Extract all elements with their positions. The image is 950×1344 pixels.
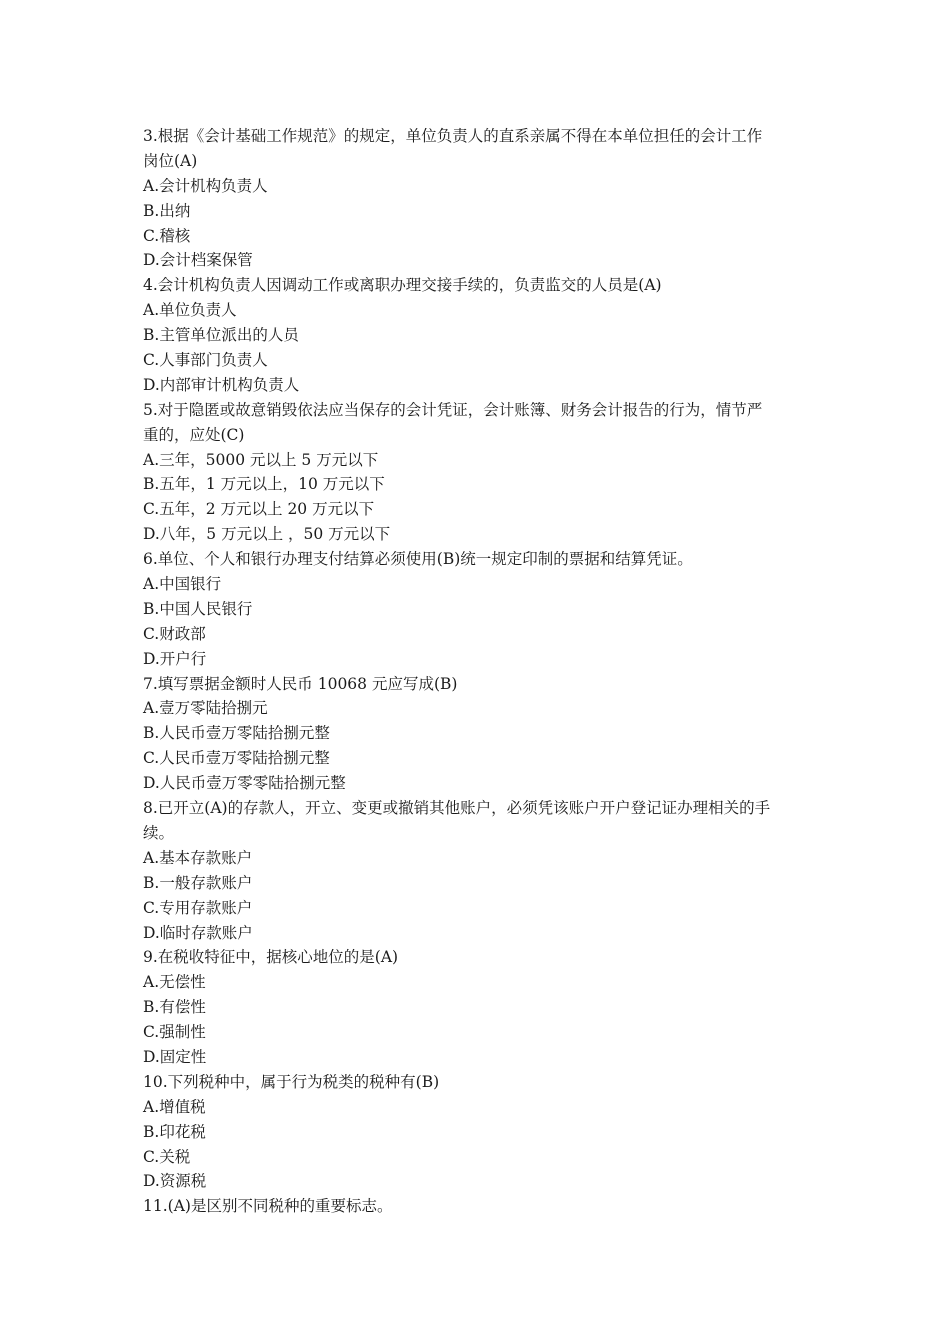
question-5-stem-line-2: 重的，应处(C)	[143, 425, 245, 444]
question-10-stem: 10.下列税种中，属于行为税类的税种有(B)	[143, 1072, 440, 1091]
question-6-option-d: D.开户行	[143, 649, 207, 668]
question-8-stem-line-2: 续。	[143, 823, 175, 842]
question-7-option-d: D.人民币壹万零零陆拾捌元整	[143, 774, 346, 793]
question-3-option-a: A.会计机构负责人	[143, 176, 268, 195]
question-9-option-a: A.无偿性	[143, 973, 206, 992]
question-3-stem-line-1: 3.根据《会计基础工作规范》的规定，单位负责人的直系亲属不得在本单位担任的会计工作	[143, 127, 763, 145]
question-6-option-c: C.财政部	[143, 624, 206, 643]
question-9-stem: 9.在税收特征中，据核心地位的是(A)	[143, 948, 399, 967]
question-7-option-b: B.人民币壹万零陆拾捌元整	[143, 724, 330, 743]
question-3-option-d: D.会计档案保管	[143, 251, 253, 270]
question-10-option-a: A.增值税	[143, 1097, 206, 1116]
question-11-stem: 11.(A)是区别不同税种的重要标志。	[143, 1197, 393, 1216]
question-10-option-d: D.资源税	[143, 1172, 207, 1191]
question-9-option-d: D.固定性	[143, 1047, 207, 1066]
question-4-stem: 4.会计机构负责人因调动工作或离职办理交接手续的，负责监交的人员是(A)	[143, 276, 662, 295]
question-9-option-b: B.有偿性	[143, 998, 206, 1017]
question-4-option-b: B.主管单位派出的人员	[143, 326, 299, 345]
question-3-option-b: B.出纳	[143, 201, 191, 220]
document-body	[143, 124, 813, 1219]
question-7-option-a: A.壹万零陆拾捌元	[143, 699, 268, 718]
question-5-option-a: A.三年，5000 元以上 5 万元以下	[143, 450, 379, 469]
question-4-option-a: A.单位负责人	[143, 301, 237, 320]
question-8-option-a: A.基本存款账户	[143, 848, 253, 867]
question-6-option-a: A.中国银行	[143, 575, 222, 594]
question-7-option-c: C.人民币壹万零陆拾捌元整	[143, 749, 330, 768]
question-5-option-b: B.五年，1 万元以上，10 万元以下	[143, 475, 385, 494]
question-8-option-c: C.专用存款账户	[143, 898, 253, 917]
question-8-stem-line-1: 8.已开立(A)的存款人，开立、变更或撤销其他账户，必须凭该账户开户登记证办理相关的手	[143, 799, 771, 818]
question-7-stem: 7.填写票据金额时人民币 10068 元应写成(B)	[143, 674, 458, 693]
question-4-option-d: D.内部审计机构负责人	[143, 375, 300, 394]
question-5-option-d: D.八年，5 万元以上 ，50 万元以下	[143, 525, 391, 544]
question-9-option-c: C.强制性	[143, 1023, 206, 1042]
question-5-option-c: C.五年，2 万元以上 20 万元以下	[143, 500, 375, 519]
question-6-stem: 6.单位、个人和银行办理支付结算必须使用(B)统一规定印制的票据和结算凭证。	[143, 550, 693, 569]
question-10-option-b: B.印花税	[143, 1122, 206, 1141]
question-10-option-c: C.关税	[143, 1147, 191, 1166]
question-6-option-b: B.中国人民银行	[143, 599, 253, 618]
question-8-option-d: D.临时存款账户	[143, 923, 253, 942]
question-4-option-c: C.人事部门负责人	[143, 351, 268, 370]
question-8-option-b: B.一般存款账户	[143, 873, 253, 892]
question-3-option-c: C.稽核	[143, 226, 191, 245]
question-3-stem-line-2: 岗位(A)	[143, 151, 198, 170]
question-5-stem-line-1: 5.对于隐匿或故意销毁依法应当保存的会计凭证，会计账簿、财务会计报告的行为，情节严	[143, 400, 763, 419]
